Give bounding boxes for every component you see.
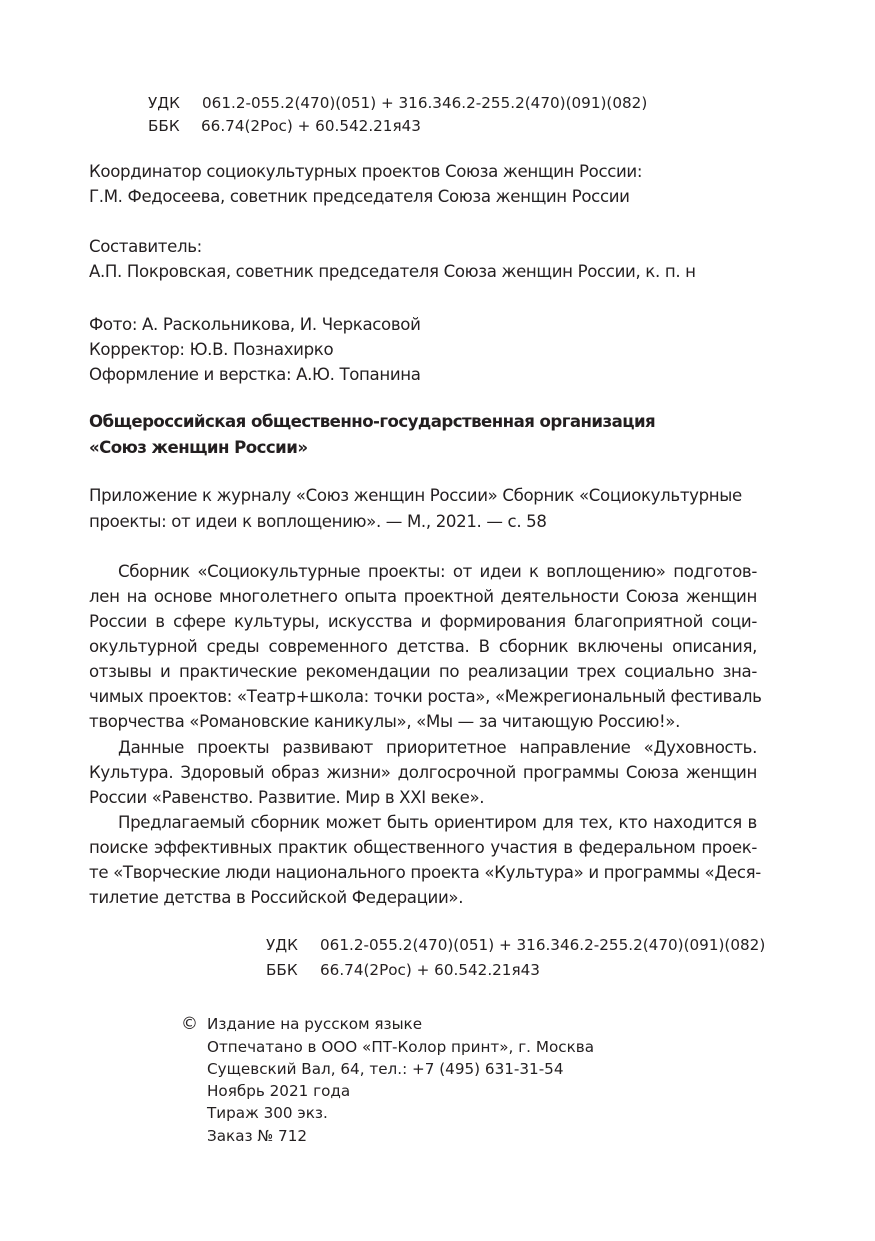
bbk-code: 66.74(2Рос) + 60.542.21я43	[320, 961, 540, 979]
credit-photo: Фото: А. Раскольникова, И. Черкасовой	[89, 315, 421, 334]
organization-short-name: «Союз женщин России»	[89, 438, 308, 457]
colophon-printer: Отпечатано в ООО «ПТ-Колор принт», г. Москва	[207, 1038, 595, 1056]
udk-top-row	[148, 94, 648, 112]
abstract-line: Предлагаемый сборник может быть ориентиром для тех, кто находится в	[118, 813, 757, 832]
abstract-line: окультурной среды современного детства. В сборник включены описания,	[89, 637, 757, 656]
colophon-language: Издание на русском языке	[207, 1015, 423, 1033]
colophon-address: Сущевский Вал, 64, тел.: +7 (495) 631-31-54	[207, 1060, 564, 1078]
bbk-label: ББК	[148, 117, 180, 135]
abstract-line: те «Творческие люди национального проекта «Культура» и программы «Деся-	[89, 863, 761, 882]
bbk-code: 66.74(2Рос) + 60.542.21я43	[201, 117, 421, 135]
abstract-line: Культура. Здоровый образ жизни» долгосрочной программы Союза женщин	[89, 763, 757, 782]
abstract-line: тилетие детства в Российской Федерации».	[89, 888, 464, 907]
copyright-sign: ©	[181, 1014, 198, 1034]
udk-code: 061.2-055.2(470)(051) + 316.346.2-255.2(470)(091)(082)	[320, 936, 766, 954]
bbk-top-row	[148, 117, 421, 135]
colophon-date: Ноябрь 2021 года	[207, 1082, 351, 1100]
compiler-label: Составитель:	[89, 237, 202, 256]
coordinator-name: Г.М. Федосеева, советник председателя Союза женщин России	[89, 187, 630, 206]
colophon-order-number: Заказ № 712	[207, 1127, 308, 1145]
abstract-line: России в сфере культуры, искусства и формирования благоприятной соци-	[89, 612, 757, 631]
bbk-label: ББК	[266, 961, 298, 979]
organization-name: Общероссийская общественно-государственная организация	[89, 412, 656, 431]
abstract-line: поиске эффективных практик общественного участия в федеральном проек-	[89, 838, 757, 857]
abstract-line: лен на основе многолетнего опыта проектной деятельности Союза женщин	[89, 587, 757, 606]
bbk-bottom-row	[266, 961, 540, 979]
credit-layout: Оформление и верстка: А.Ю. Топанина	[89, 365, 421, 384]
udk-code: 061.2-055.2(470)(051) + 316.346.2-255.2(470)(091)(082)	[202, 94, 648, 112]
abstract-line: Сборник «Социокультурные проекты: от идеи к воплощению» подготов-	[118, 562, 757, 581]
abstract-line: творчества «Романовские каникулы», «Мы — за читающую Россию!».	[89, 712, 681, 731]
abstract-line: отзывы и практические рекомендации по реализации трех социально зна-	[89, 662, 757, 681]
abstract-line: чимых проектов: «Театр+школа: точки роста», «Межрегиональный фестиваль	[89, 687, 762, 706]
udk-label: УДК	[266, 936, 298, 954]
compiler-name: А.П. Покровская, советник председателя Союза женщин России, к. п. н	[89, 262, 696, 281]
bibliographic-line-1: Приложение к журналу «Союз женщин России» Сборник «Социокультурные	[89, 486, 742, 505]
abstract-line: России «Равенство. Развитие. Мир в XXI веке».	[89, 788, 485, 807]
udk-label: УДК	[148, 94, 180, 112]
credit-proofreader: Корректор: Ю.В. Познахирко	[89, 340, 334, 359]
bibliographic-line-2: проекты: от идеи к воплощению». — М., 2021. — с. 58	[89, 512, 547, 531]
abstract-line: Данные проекты развивают приоритетное направление «Духовность.	[118, 738, 757, 757]
udk-bottom-row	[266, 936, 766, 954]
colophon-print-run: Тираж 300 экз.	[207, 1104, 328, 1122]
coordinator-label: Координатор социокультурных проектов Союза женщин России:	[89, 162, 643, 181]
